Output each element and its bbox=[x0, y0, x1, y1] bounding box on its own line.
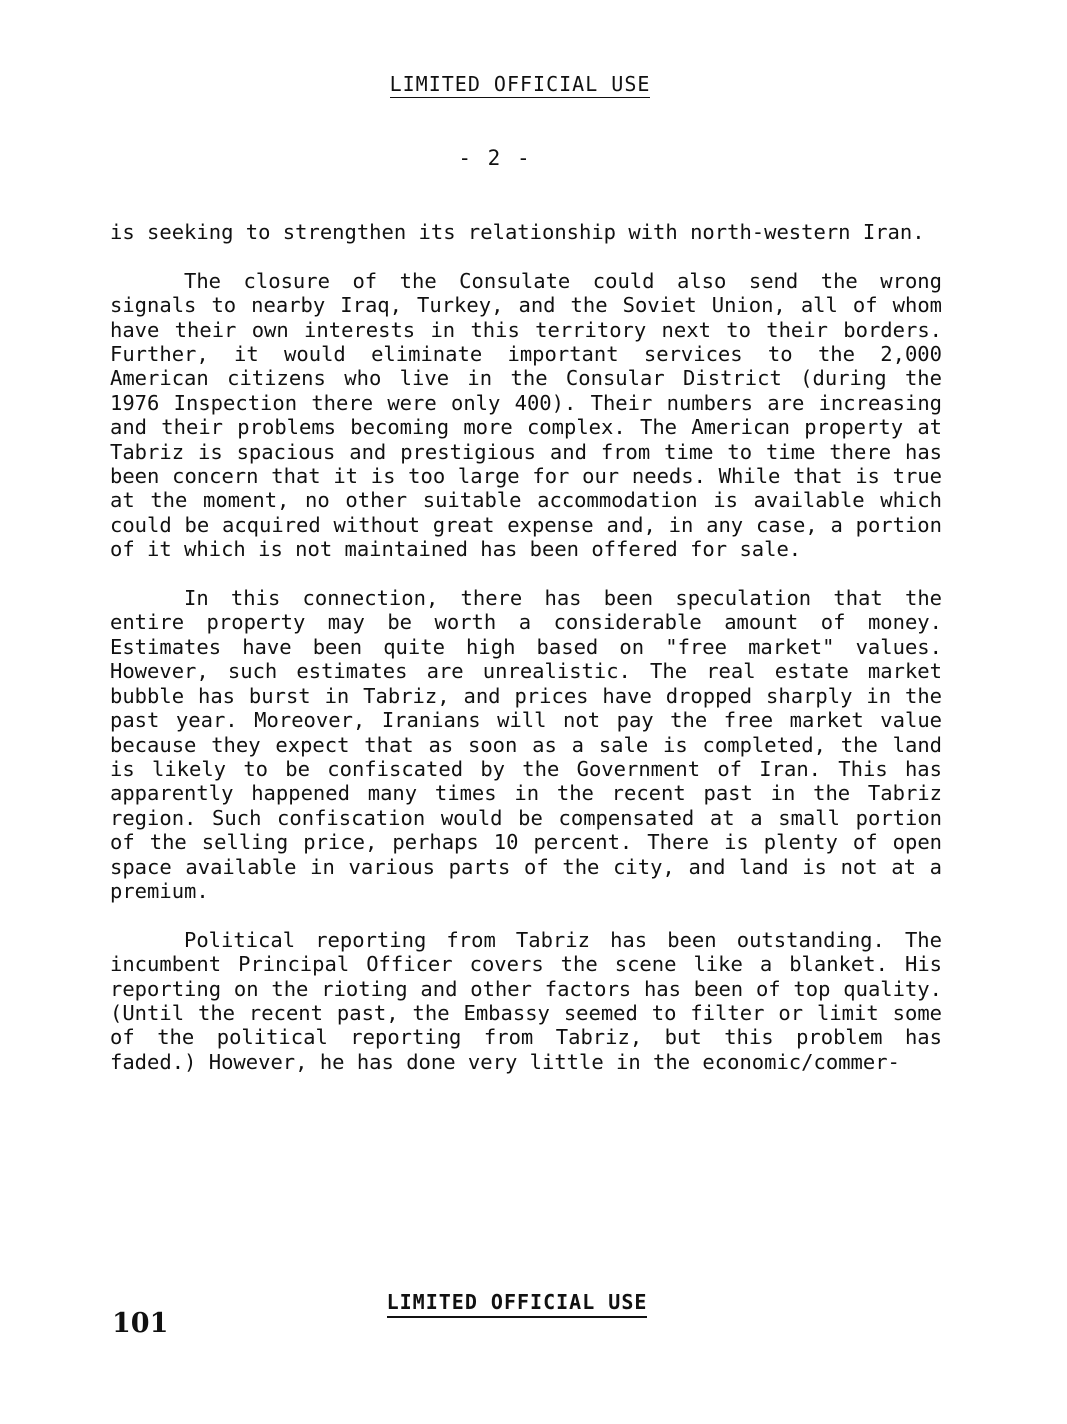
header-classification-marking bbox=[0, 72, 1040, 96]
header-classification-text: LIMITED OFFICIAL USE bbox=[389, 72, 651, 96]
folio-number: 101 bbox=[112, 1308, 169, 1339]
paragraph-property-speculation: In this connection, there has been speculation that the entire property may be worth a considerable amount of money. Estimates have been quite high based on "free market" values. However, such estimates are unrealistic. The real estate market bubble has burst in Tabriz, and prices have dropped sharply in the past year. Moreover, Iranians will not pay the free market value because they expect that as soon as a sale is completed, the land is likely to be confiscated by the Government of Iran. This has apparently happened many times in the recent past in the Tabriz region. Such confiscation would be compensated at a small portion of the selling price, perhaps 10 percent. There is plenty of open space available in various parts of the city, and land is not at a premium. bbox=[110, 586, 942, 903]
document-body bbox=[110, 220, 942, 1099]
page-number: - 2 - bbox=[458, 146, 532, 170]
footer-classification-text: LIMITED OFFICIAL USE bbox=[387, 1290, 648, 1318]
paragraph-consulate-closure: The closure of the Consulate could also send the wrong signals to nearby Iraq, Turkey, and the Soviet Union, all of whom have their own interests in this territory next to their borders. Further, it would eliminate important services to the 2,000 American citizens who live in the Consular District (during the 1976 Inspection there were only 400). Their numbers are increasing and their problems becoming more complex. The American property at Tabriz is spacious and prestigious and from time to time there has been concern that it is too large for our needs. While that is true at the moment, no other suitable accommodation is available which could be acquired without great expense and, in any case, a portion of it which is not maintained has been offered for sale. bbox=[110, 268, 942, 562]
paragraph-continuation: is seeking to strengthen its relationship with north-western Iran. bbox=[110, 220, 925, 244]
paragraph-political-reporting: Political reporting from Tabriz has been outstanding. The incumbent Principal Officer covers the scene like a blanket. His reporting on the rioting and other factors has been of top quality. (Until the recent past, the Embassy seemed to filter or limit some of the political reporting from Tabriz, but this problem has faded.) However, he has done very little in the economic/commer- bbox=[110, 927, 942, 1074]
